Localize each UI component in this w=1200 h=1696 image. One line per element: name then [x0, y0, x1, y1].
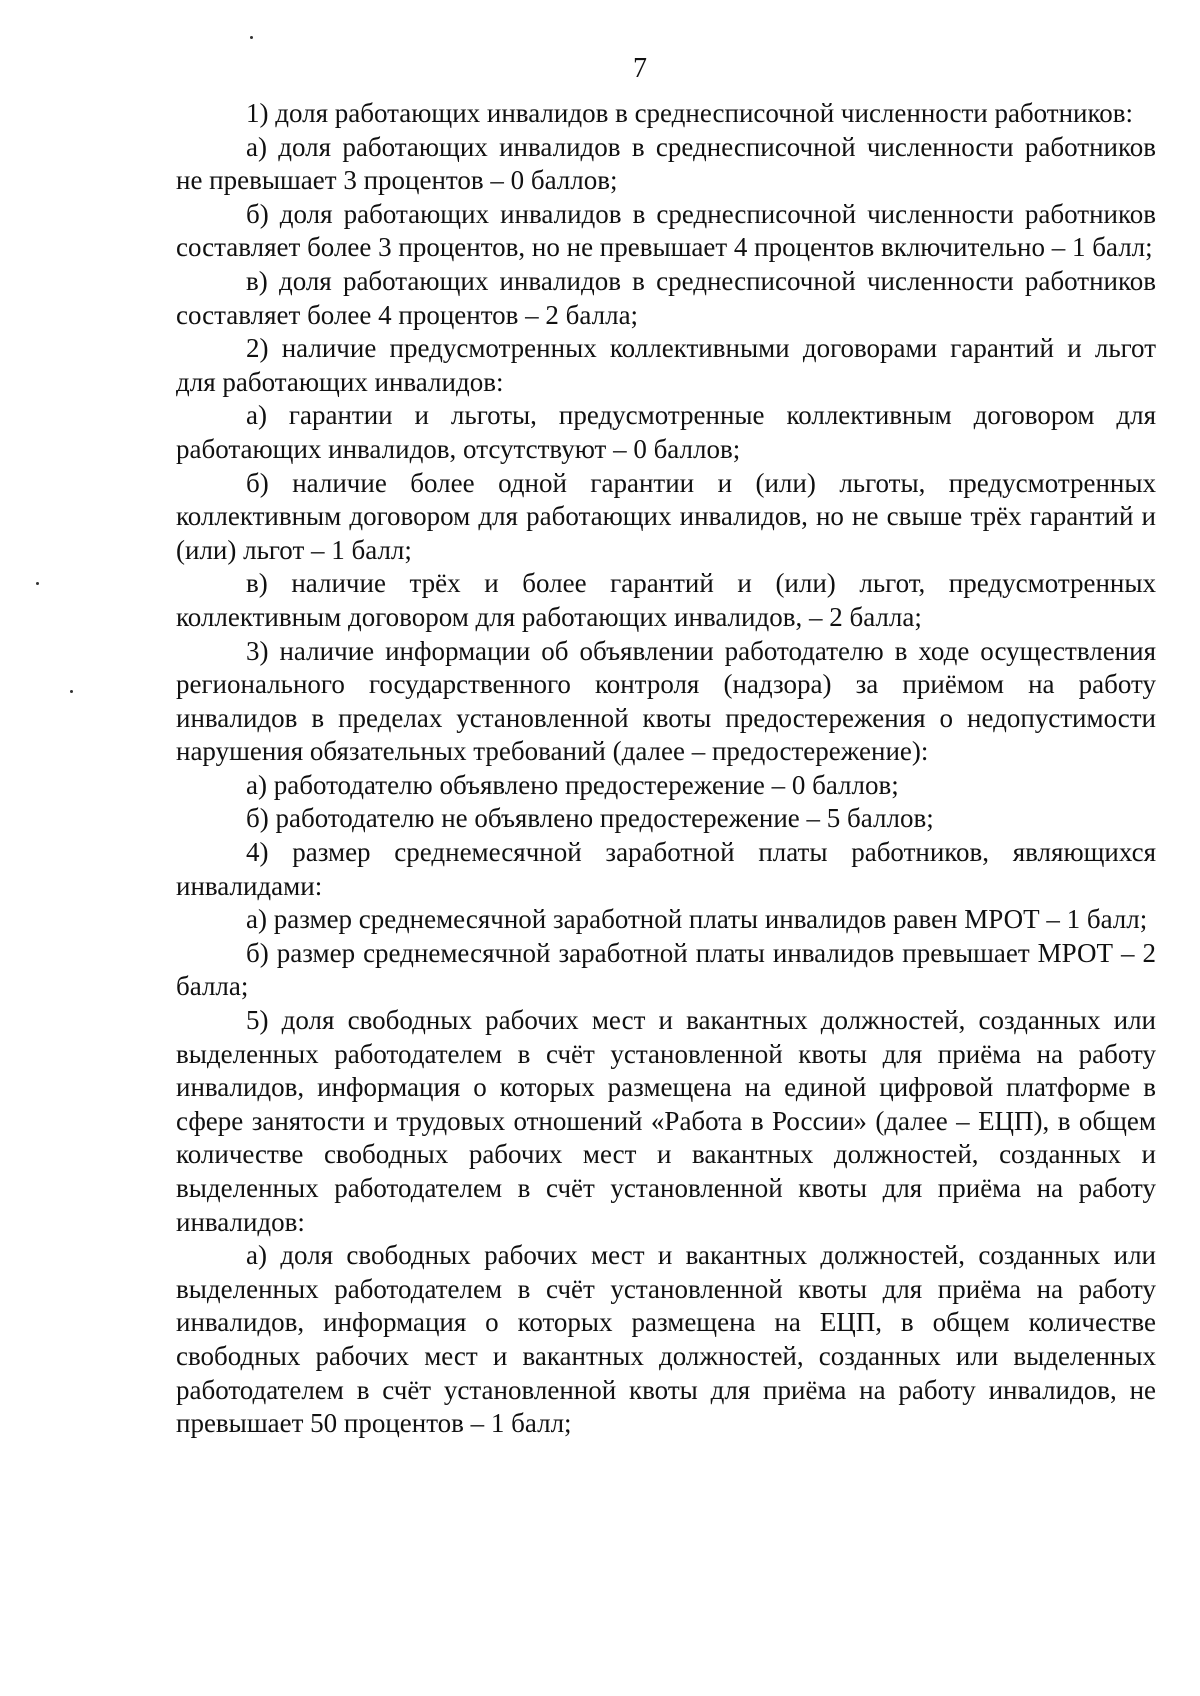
- scan-speck: [36, 582, 39, 585]
- paragraph-2a: а) гарантии и льготы, предусмотренные коллективным договором для работающих инвалидов, отсутствуют – 0 баллов;: [176, 400, 1156, 464]
- scan-speck: [70, 690, 73, 693]
- paragraph-5: 5) доля свободных рабочих мест и вакантных должностей, созданных или выделенных работодателем в счёт установленной квоты для приёма на работу инвалидов, информация о которых размещена на единой цифровой платформе в сфере занятости и трудовых отношений «Работа в России» (далее – ЕЦП), в общем количестве свободных рабочих мест и вакантных должностей, созданных и выделенных работодателем в счёт установленной квоты для приёма на работу инвалидов:: [176, 1005, 1156, 1237]
- document-body: [176, 97, 1156, 1441]
- paragraph-4b: б) размер среднемесячной заработной платы инвалидов превышает МРОТ – 2 балла;: [176, 937, 1156, 1002]
- paragraph-2c: в) наличие трёх и более гарантий и (или) льгот, предусмотренных коллективным договором для работающих инвалидов, – 2 балла;: [176, 568, 1156, 632]
- paragraph-5a: а) доля свободных рабочих мест и вакантных должностей, созданных или выделенных работодателем в счёт установленной квоты для приёма на работу инвалидов, информация о которых размещена на ЕЦП, в общем количестве свободных рабочих мест и вакантных должностей, созданных или выделенных работодателем в счёт установленной квоты для приёма на работу инвалидов, не превышает 50 процентов – 1 балл;: [176, 1240, 1156, 1439]
- paragraph-2b: б) наличие более одной гарантии и (или) льготы, предусмотренных коллективным договором для работающих инвалидов, но не свыше трёх гарантий и (или) льгот – 1 балл;: [176, 467, 1156, 565]
- paragraph-1: 1) доля работающих инвалидов в среднесписочной численности работников:: [246, 98, 1134, 128]
- paragraph-2: 2) наличие предусмотренных коллективными договорами гарантий и льгот для работающих инвалидов:: [176, 333, 1156, 397]
- paragraph-1a: а) доля работающих инвалидов в среднесписочной численности работников не превышает 3 процентов – 0 баллов;: [176, 131, 1156, 196]
- paragraph-1b: б) доля работающих инвалидов в среднесписочной численности работников составляет более 3 процентов, но не превышает 4 процентов включительно – 1 балл;: [176, 198, 1156, 263]
- paragraph-3b: б) работодателю не объявлено предостережение – 5 баллов;: [246, 803, 934, 834]
- paragraph-3: 3) наличие информации об объявлении работодателю в ходе осуществления регионального государственного контроля (надзора) за приёмом на работу инвалидов в пределах установленной квоты предостережения о недопустимости нарушения обязательных требований (далее – предостережение):: [176, 635, 1156, 767]
- paragraph-4: 4) размер среднемесячной заработной платы работников, являющихся инвалидами:: [176, 837, 1156, 901]
- scan-speck: [250, 36, 253, 39]
- paragraph-1c: в) доля работающих инвалидов в среднесписочной численности работников составляет более 4 процентов – 2 балла;: [176, 265, 1156, 330]
- paragraph-4a: а) размер среднемесячной заработной платы инвалидов равен МРОТ – 1 балл;: [246, 904, 1148, 935]
- page-number: 7: [633, 53, 647, 84]
- paragraph-3a: а) работодателю объявлено предостережение – 0 баллов;: [246, 769, 899, 800]
